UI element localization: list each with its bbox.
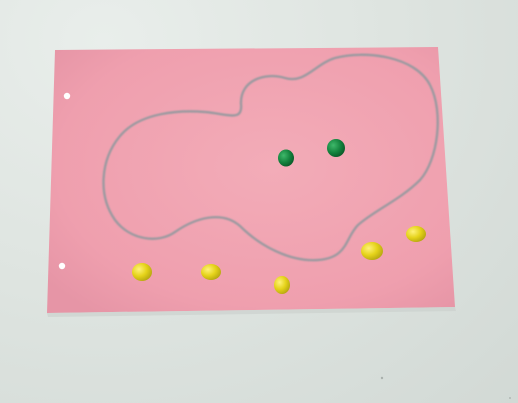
green-bead — [278, 150, 294, 167]
punch-hole-bottom — [59, 263, 65, 269]
pink-paper-sheet — [47, 47, 455, 313]
table-speck — [509, 397, 511, 399]
yellow-bead — [132, 263, 152, 281]
yellow-bead — [201, 264, 221, 280]
yellow-bead — [361, 242, 383, 260]
green-bead — [327, 139, 345, 157]
yellow-bead — [406, 226, 426, 242]
punch-hole-top — [64, 93, 70, 99]
yellow-bead — [274, 276, 290, 294]
table-speck — [381, 377, 383, 379]
